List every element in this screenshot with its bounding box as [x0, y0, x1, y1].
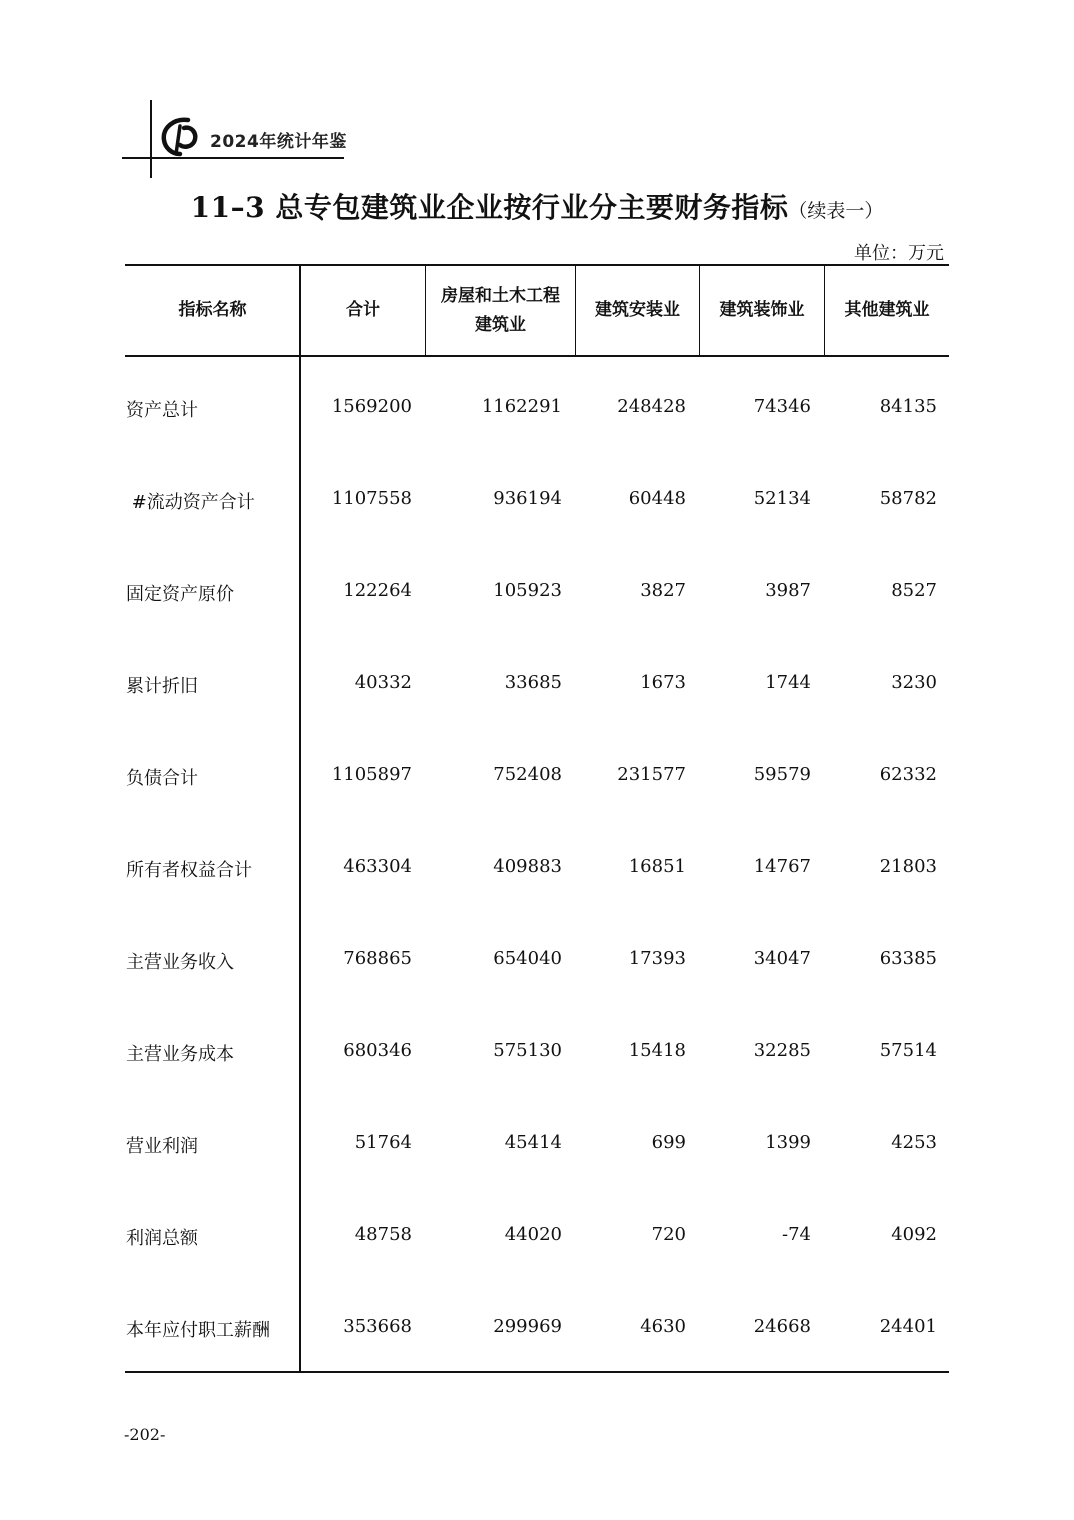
- cell-total: 40332: [354, 672, 412, 693]
- cell-other: 3230: [891, 672, 937, 693]
- cell-decoration: -74: [782, 1224, 811, 1245]
- column-header-line: 建筑业: [475, 314, 526, 335]
- cell-installation: 60448: [628, 488, 686, 509]
- column-header-line: 房屋和土木工程: [441, 285, 560, 306]
- cell-installation: 231577: [617, 764, 686, 785]
- cell-other: 21803: [879, 856, 937, 877]
- table-bottom-rule: [125, 1371, 949, 1373]
- row-label: 营业利润: [126, 1136, 198, 1157]
- row-label: 本年应付职工薪酬: [126, 1320, 270, 1341]
- yearbook-title: 2024年统计年鉴: [210, 132, 347, 152]
- page-title: [0, 186, 1074, 226]
- column-header-other: 其他建筑业: [844, 300, 930, 320]
- column-header-decoration: 建筑装饰业: [719, 300, 805, 320]
- cell-total: 1569200: [331, 396, 412, 417]
- cell-total: 1107558: [331, 488, 412, 509]
- cell-total: 51764: [354, 1132, 412, 1153]
- row-label: 主营业务成本: [126, 1044, 234, 1065]
- header-vertical-rule: [150, 100, 152, 178]
- row-label: 固定资产原价: [126, 584, 234, 605]
- cell-other: 4253: [891, 1132, 937, 1153]
- cell-installation: 17393: [628, 948, 686, 969]
- cell-housing-civil: 299969: [493, 1316, 562, 1337]
- cell-other: 62332: [879, 764, 937, 785]
- cell-installation: 16851: [628, 856, 686, 877]
- table-header-rule: [125, 355, 949, 357]
- cell-decoration: 59579: [753, 764, 811, 785]
- cell-decoration: 3987: [765, 580, 811, 601]
- label-column-divider: [299, 266, 301, 1371]
- cell-total: 122264: [343, 580, 412, 601]
- row-label: 利润总额: [126, 1228, 198, 1249]
- table-row: [0, 756, 1074, 796]
- row-label: 主营业务收入: [126, 952, 234, 973]
- row-label: 累计折旧: [126, 676, 198, 697]
- cell-decoration: 14767: [753, 856, 811, 877]
- cell-other: 57514: [879, 1040, 937, 1061]
- cell-total: 680346: [343, 1040, 412, 1061]
- table-row: [0, 1216, 1074, 1256]
- cell-housing-civil: 752408: [493, 764, 562, 785]
- title-sub: （续表一）: [788, 200, 884, 222]
- cell-housing-civil: 409883: [493, 856, 562, 877]
- cell-housing-civil: 44020: [504, 1224, 562, 1245]
- cell-decoration: 34047: [753, 948, 811, 969]
- cell-installation: 4630: [640, 1316, 686, 1337]
- cell-total: 768865: [343, 948, 412, 969]
- table-row: [0, 1308, 1074, 1348]
- cell-decoration: 1399: [765, 1132, 811, 1153]
- table-row: [0, 480, 1074, 520]
- cell-housing-civil: 654040: [493, 948, 562, 969]
- yearbook-logo-icon: [158, 114, 202, 158]
- cell-other: 24401: [879, 1316, 937, 1337]
- cell-other: 84135: [879, 396, 937, 417]
- cell-installation: 3827: [640, 580, 686, 601]
- table-row: [0, 388, 1074, 428]
- column-header-total: 合计: [346, 300, 380, 320]
- cell-total: 353668: [343, 1316, 412, 1337]
- table-row: [0, 1124, 1074, 1164]
- cell-housing-civil: 105923: [493, 580, 562, 601]
- cell-other: 4092: [891, 1224, 937, 1245]
- cell-housing-civil: 33685: [504, 672, 562, 693]
- table-row: [0, 1032, 1074, 1072]
- cell-decoration: 24668: [753, 1316, 811, 1337]
- column-header-housing-civil: [426, 266, 575, 355]
- table-row: [0, 664, 1074, 704]
- row-label: 负债合计: [126, 768, 198, 789]
- row-label: #流动资产合计: [126, 492, 255, 513]
- table-row: [0, 940, 1074, 980]
- cell-total: 48758: [354, 1224, 412, 1245]
- table-row: [0, 572, 1074, 612]
- cell-other: 63385: [879, 948, 937, 969]
- cell-decoration: 1744: [765, 672, 811, 693]
- cell-housing-civil: 1162291: [481, 396, 562, 417]
- cell-decoration: 52134: [753, 488, 811, 509]
- cell-other: 8527: [891, 580, 937, 601]
- column-header-installation: 建筑安装业: [595, 300, 680, 320]
- column-header-indicator: 指标名称: [178, 300, 247, 320]
- title-main: 11–3 总专包建筑业企业按行业分主要财务指标: [190, 191, 789, 224]
- row-label: 资产总计: [126, 400, 198, 421]
- cell-decoration: 32285: [753, 1040, 811, 1061]
- cell-installation: 1673: [640, 672, 686, 693]
- page-number: -202-: [124, 1425, 166, 1444]
- cell-installation: 248428: [617, 396, 686, 417]
- cell-total: 1105897: [331, 764, 412, 785]
- cell-other: 58782: [879, 488, 937, 509]
- cell-installation: 720: [651, 1224, 686, 1245]
- cell-total: 463304: [343, 856, 412, 877]
- cell-installation: 15418: [628, 1040, 686, 1061]
- header-horizontal-rule: [122, 157, 344, 159]
- unit-label: 单位：万元: [854, 243, 944, 264]
- cell-decoration: 74346: [753, 396, 811, 417]
- table-row: [0, 848, 1074, 888]
- cell-housing-civil: 575130: [493, 1040, 562, 1061]
- cell-installation: 699: [651, 1132, 686, 1153]
- cell-housing-civil: 936194: [493, 488, 562, 509]
- cell-housing-civil: 45414: [504, 1132, 562, 1153]
- row-label: 所有者权益合计: [126, 860, 252, 881]
